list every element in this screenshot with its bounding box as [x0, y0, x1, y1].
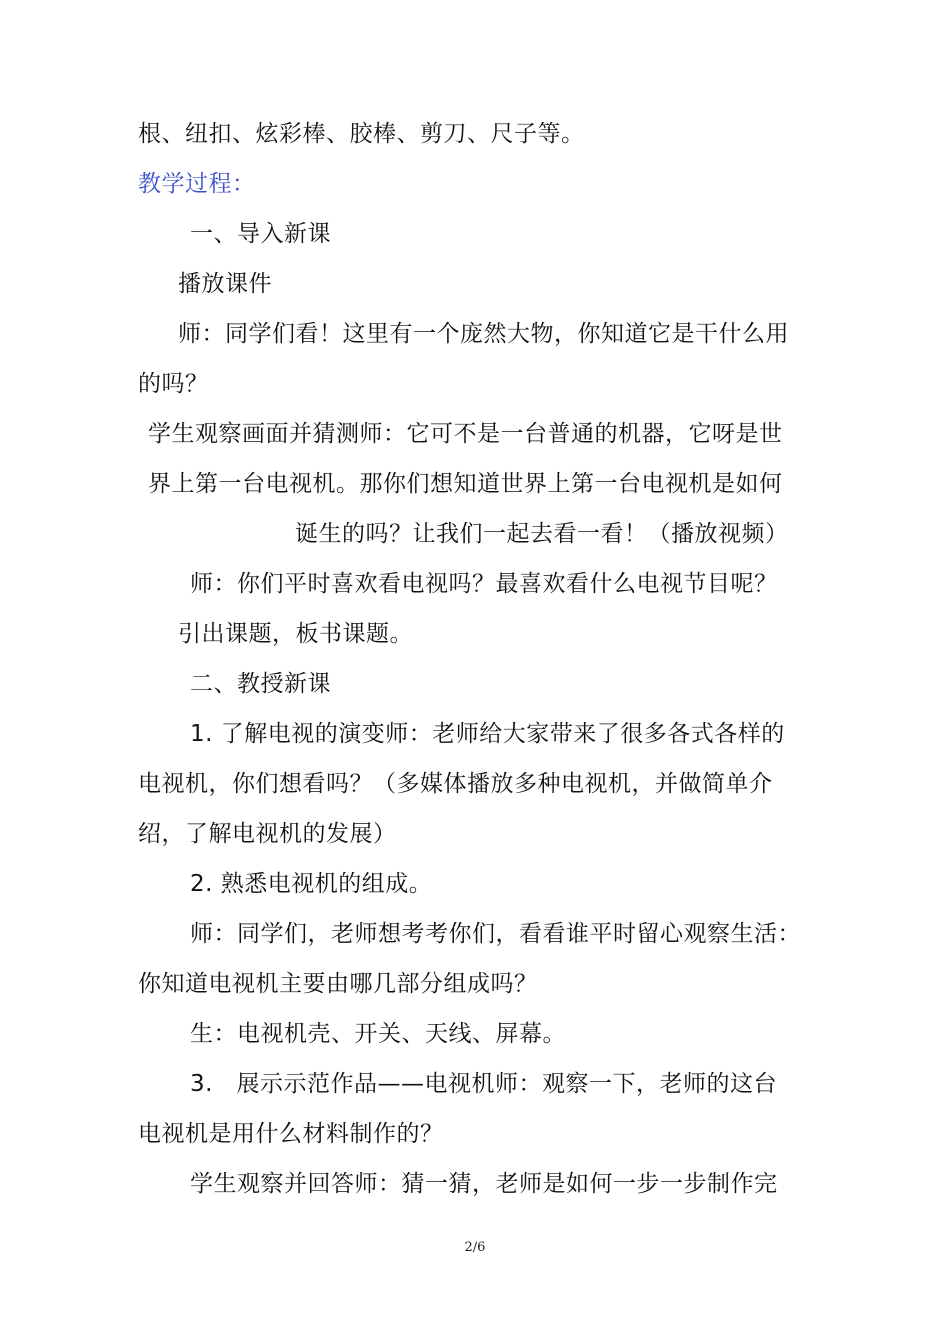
text-line-15: 绍，了解电视机的发展） — [138, 821, 397, 847]
text-line-17: 师：同学们，老师想考考你们，看看谁平时留心观察生活： — [190, 921, 801, 947]
text-line-8: 界上第一台电视机。那你们想知道世界上第一台电视机是如何 — [148, 471, 783, 497]
text-line-21: 电视机是用什么材料制作的？ — [138, 1121, 444, 1147]
text-line-9: 诞生的吗？让我们一起去看一看！（播放视频） — [295, 521, 789, 547]
text-line-19: 生：电视机壳、开关、天线、屏幕。 — [190, 1021, 566, 1047]
text-line-10: 师：你们平时喜欢看电视吗？最喜欢看什么电视节目呢？ — [190, 571, 778, 597]
text-line-7: 学生观察画面并猜测师：它可不是一台普通的机器，它呀是世 — [148, 421, 783, 447]
text-line-18: 你知道电视机主要由哪几部分组成吗？ — [138, 971, 538, 997]
text-line-20: 3. 展示示范作品——电视机师：观察一下，老师的这台 — [190, 1071, 777, 1097]
section-heading-process: 教学过程： — [138, 171, 256, 197]
text-line-13: 1. 了解电视的演变师：老师给大家带来了很多各式各样的 — [190, 721, 785, 747]
text-line-6: 的吗？ — [138, 371, 209, 397]
text-line-14: 电视机，你们想看吗？（多媒体播放多种电视机，并做简单介 — [138, 771, 773, 797]
page-number: 2/6 — [464, 1240, 486, 1255]
text-line-16: 2. 熟悉电视机的组成。 — [190, 871, 433, 897]
text-line-5: 师：同学们看！这里有一个庞然大物，你知道它是干什么用 — [178, 321, 789, 347]
section-heading-intro: 一、导入新课 — [190, 221, 331, 247]
text-line-11: 引出课题，板书课题。 — [178, 621, 413, 647]
text-line-4: 播放课件 — [178, 271, 272, 297]
text-line-1: 根、纽扣、炫彩棒、胶棒、剪刀、尺子等。 — [138, 121, 585, 147]
text-line-22: 学生观察并回答师：猜一猜，老师是如何一步一步制作完 — [190, 1171, 778, 1197]
section-heading-teaching: 二、教授新课 — [190, 671, 331, 697]
